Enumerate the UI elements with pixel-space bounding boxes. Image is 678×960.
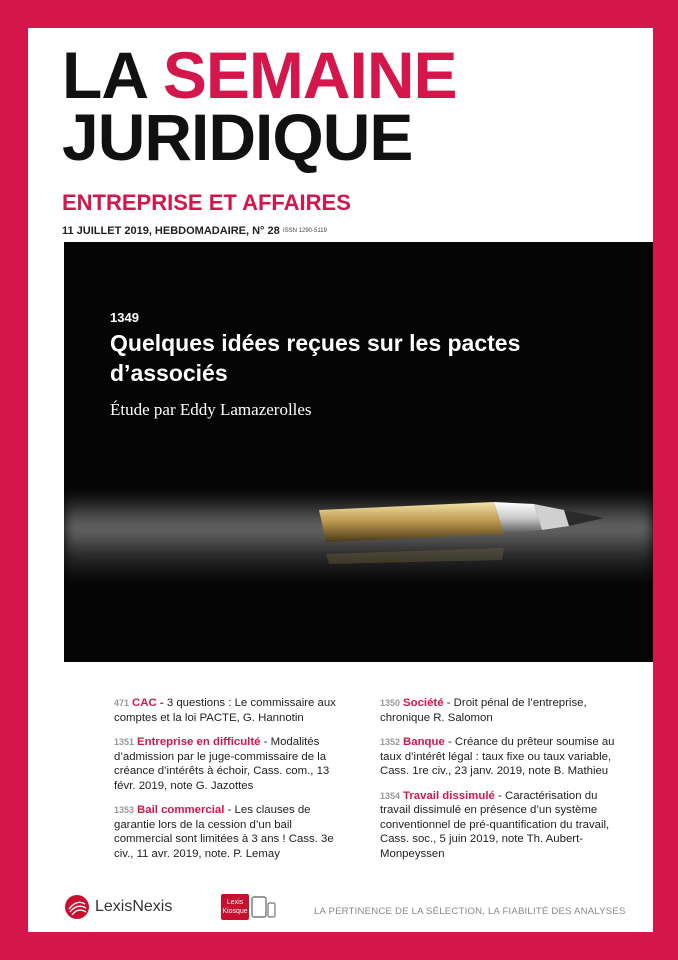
masthead-subtitle: ENTREPRISE ET AFFAIRES [62, 190, 351, 215]
toc-item-number: 1354 [380, 790, 401, 801]
toc-item-number: 1351 [114, 737, 135, 747]
lexisnexis-logo [64, 894, 172, 920]
toc-item-topic: Entreprise en difficulté [137, 736, 261, 748]
feature-title: Quelques idées reçues sur les pactes d’associés [110, 330, 521, 386]
issue-dateline: 11 JUILLET 2019, HEBDOMADAIRE, N° 28 [62, 225, 280, 237]
toc-item [114, 803, 350, 861]
toc-item-topic: CAC - [132, 697, 164, 709]
toc-item-number: 1353 [114, 805, 135, 815]
tagline: LA PERTINENCE DE LA SÉLECTION, LA FIABILITÉ DES ANALYSES [314, 906, 626, 917]
masthead-line1 [62, 38, 457, 112]
masthead-semaine: SEMAINE [162, 38, 457, 112]
fountain-pen-icon [64, 242, 653, 662]
toc-item [114, 696, 350, 725]
toc-left-column [114, 696, 350, 871]
toc-item-text: - Caractérisation du travail dissimulé en présence d’un système conventionnel de pré-quantification du travail, Cass. soc., 5 juin 2019, note Th. Aubert-Monpeyssen [380, 789, 610, 860]
tablet-icon [250, 894, 276, 920]
toc-item-text: - Créance du prêteur soumise au taux d’intérêt légal : taux fixe ou taux variable, Cass. 1re civ., 23 janv. 2019, note B. Mathieu [380, 736, 615, 777]
masthead-la: LA [62, 38, 146, 112]
kiosk-label-line1: Lexis [226, 899, 244, 906]
toc-item [380, 735, 630, 779]
feature-hero [64, 242, 653, 662]
cover-page [28, 28, 653, 932]
kiosk-label-line2: Kiosque [222, 908, 248, 915]
lexisnexis-logo-icon [64, 894, 90, 920]
toc-item [380, 789, 630, 862]
toc-item-number: 1352 [380, 737, 401, 747]
toc-item-topic: Bail commercial [137, 804, 225, 816]
kiosk-icon [221, 894, 249, 920]
toc-right-column [380, 696, 630, 871]
toc-item-text: - Les clauses de garantie lors de la cession d’un bail commercial sont limitées à 3 ans ! Cass. 3e civ., 11 avr. 2019, note. P. Lemay [114, 804, 334, 860]
toc-item [114, 735, 350, 793]
toc-item-topic: Banque [403, 736, 445, 748]
toc-item-text: - Droit pénal de l’entreprise, chronique R. Salomon [380, 697, 587, 724]
toc-item-topic: Travail dissimulé [403, 789, 495, 802]
issn-number: ISSN 1290-5119 [283, 228, 327, 234]
feature-number: 1349 [110, 310, 139, 325]
feature-author: Étude par Eddy Lamazerolles [110, 400, 312, 419]
publisher-name: LexisNexis [95, 898, 173, 915]
toc-item-text: - Modalités d’admission par le juge-commissaire de la créance d’intérêts à échoir, Cass. com., 13 févr. 2019, note G. Jazottes [114, 736, 330, 792]
toc-item-number: 471 [114, 698, 130, 708]
toc-item-number: 1350 [380, 698, 401, 708]
toc-item-text: 3 questions : Le commissaire aux comptes et la loi PACTE, G. Hannotin [114, 697, 336, 724]
toc-item [380, 696, 630, 725]
toc-item-topic: Société [403, 697, 444, 709]
masthead-juridique: JURIDIQUE [62, 100, 413, 174]
